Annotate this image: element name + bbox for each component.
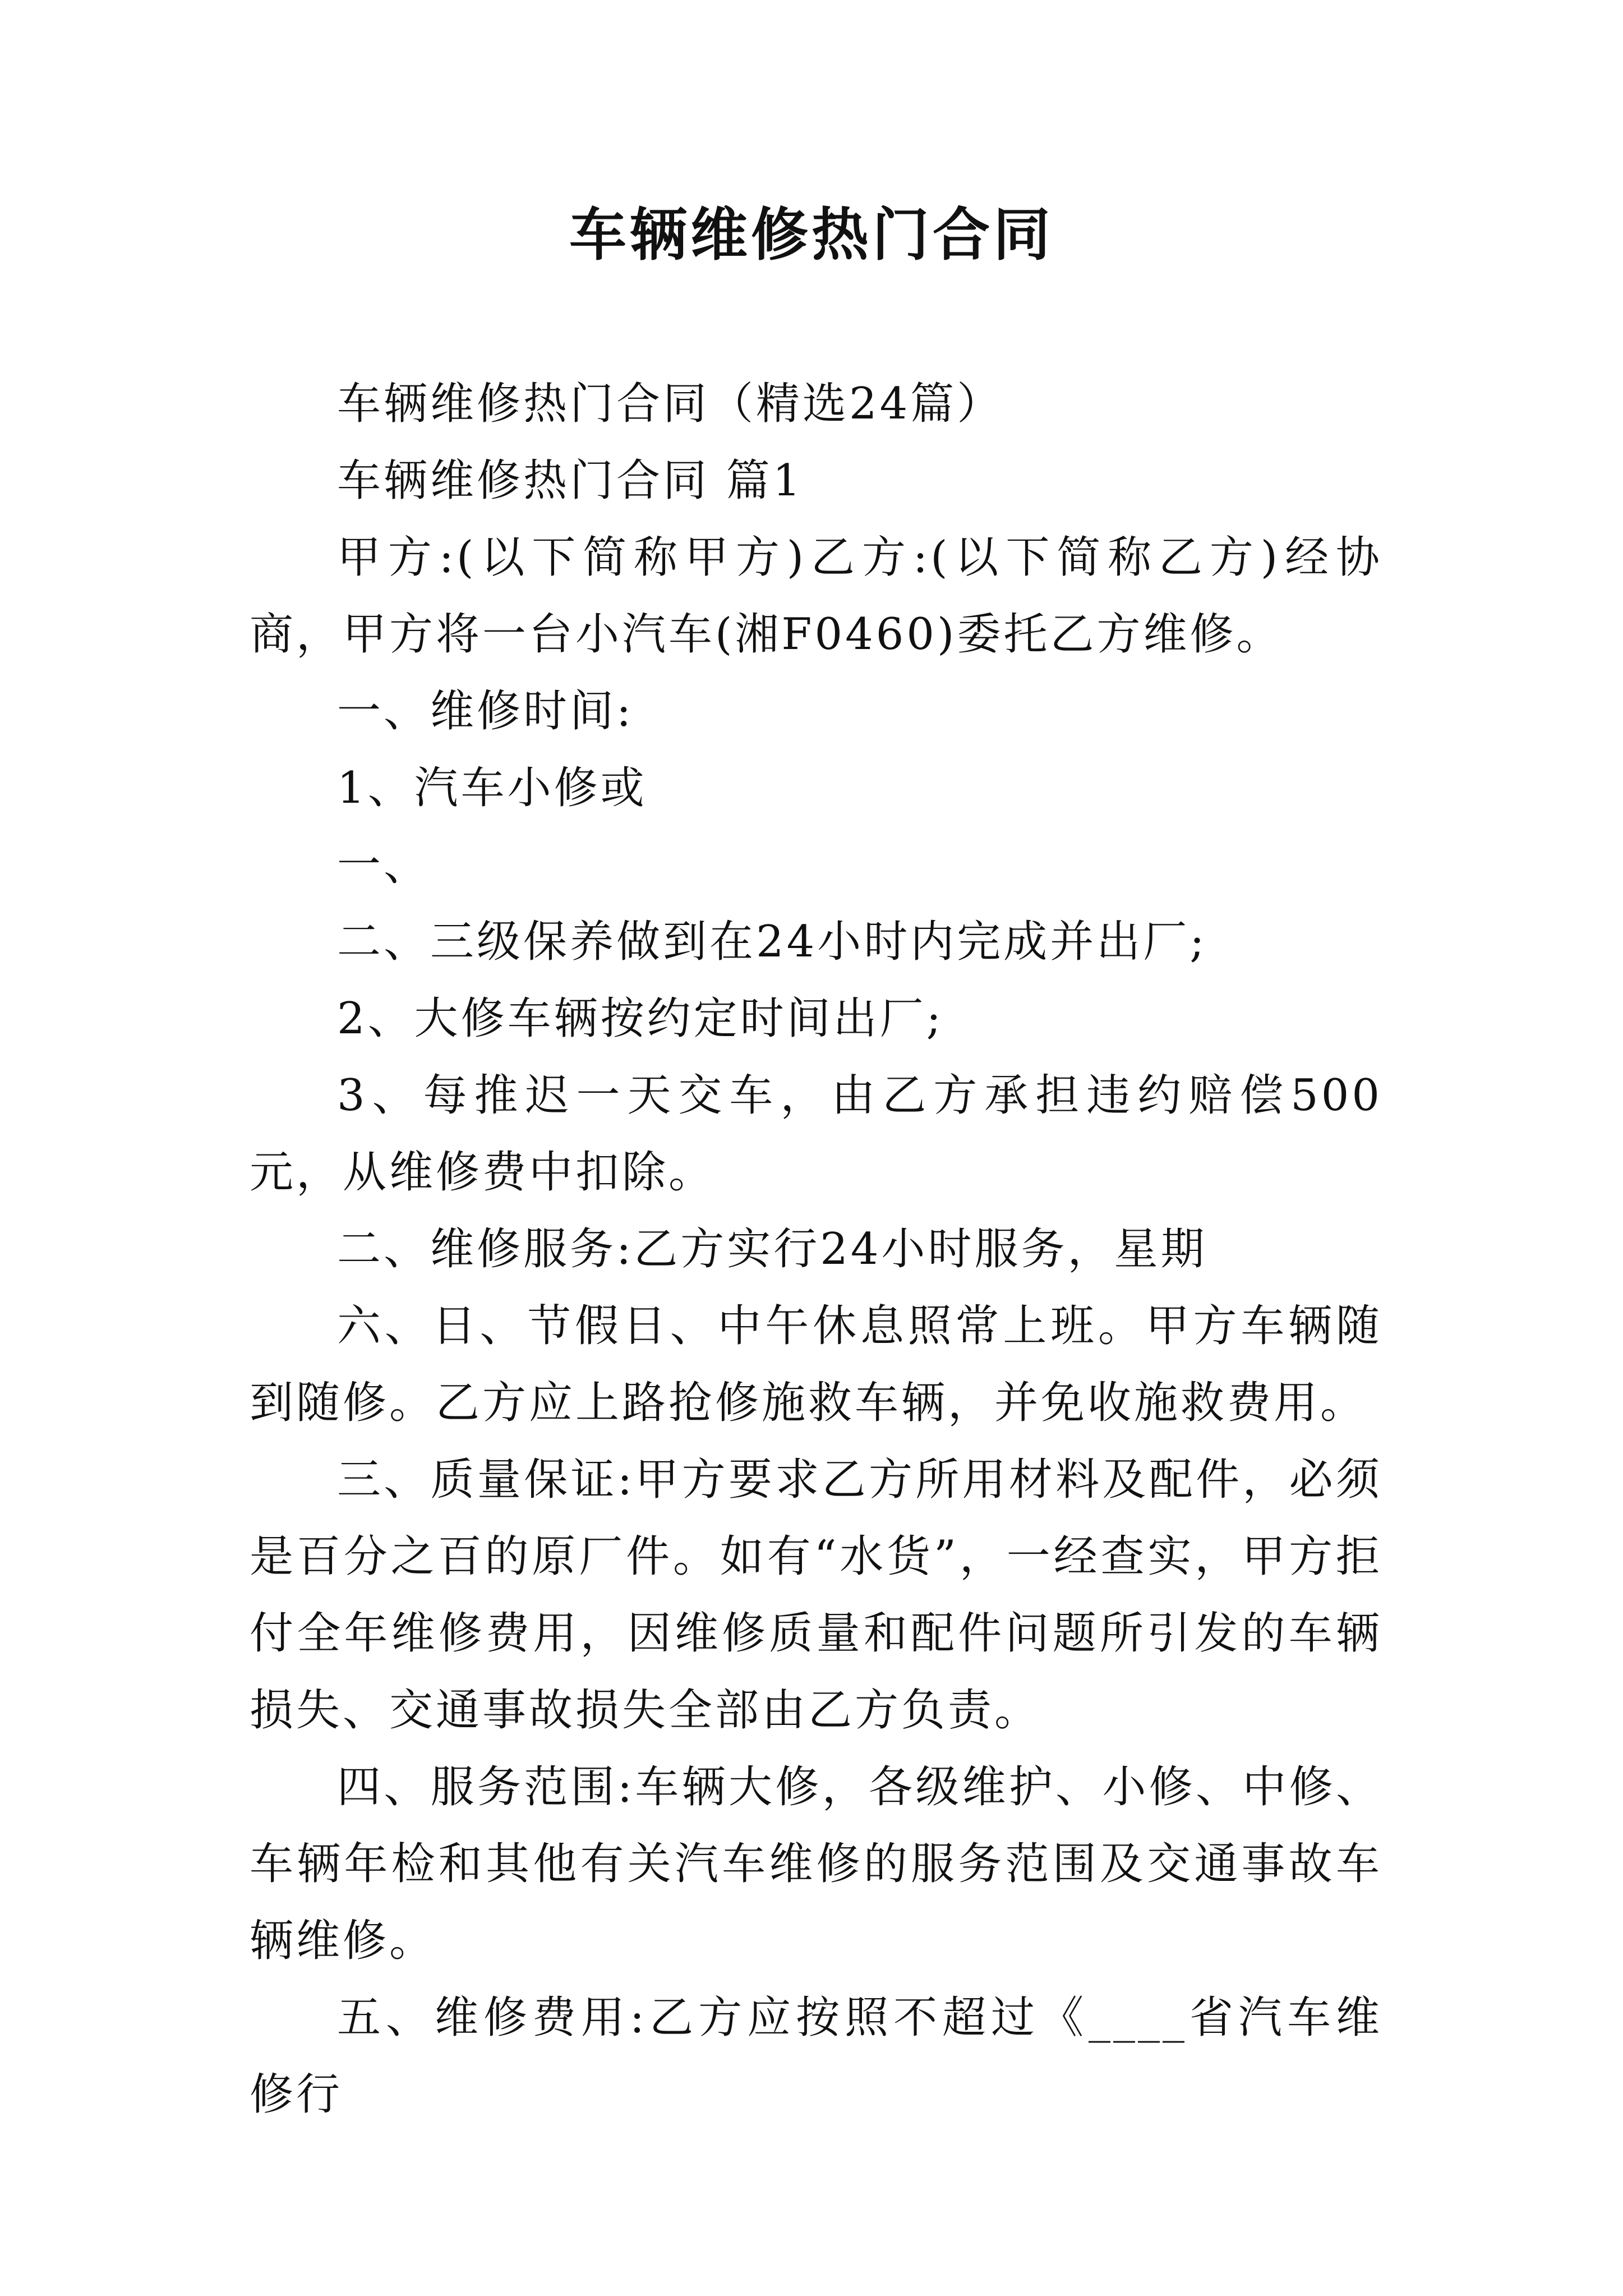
paragraph: 3、每推迟一天交车，由乙方承担违约赔偿500元，从维修费中扣除。 bbox=[250, 1070, 1382, 1198]
paragraph: 车辆维修热门合同（精选24篇） bbox=[337, 379, 1004, 429]
paragraph: 六、日、节假日、中午休息照常上班。甲方车辆随到随修。乙方应上路抢修施救车辆，并免收施救费用。 bbox=[250, 1301, 1382, 1428]
paragraph: 一、 bbox=[337, 840, 431, 890]
paragraph: 2、大修车辆按约定时间出厂; bbox=[337, 993, 944, 1044]
paragraph: 一、维修时间: bbox=[337, 686, 634, 737]
paragraph: 二、三级保养做到在24小时内完成并出厂; bbox=[337, 917, 1207, 967]
paragraph: 二、维修服务:乙方实行24小时服务，星期 bbox=[337, 1224, 1207, 1274]
document-title: 车辆维修热门合同 bbox=[569, 202, 1054, 269]
paragraph: 四、服务范围:车辆大修，各级维护、小修、中修、车辆年检和其他有关汽车维修的服务范围及交通事故车辆维修。 bbox=[250, 1762, 1382, 1966]
paragraph: 甲方:(以下简称甲方)乙方:(以下简称乙方)经协商，甲方将一台小汽车(湘F0460)委托乙方维修。 bbox=[250, 532, 1382, 660]
paragraph: 1、汽车小修或 bbox=[337, 763, 647, 813]
paragraph: 车辆维修热门合同 篇1 bbox=[337, 455, 804, 506]
paragraph: 三、质量保证:甲方要求乙方所用材料及配件，必须是百分之百的原厂件。如有“水货”，一经查实，甲方拒付全年维修费用，因维修质量和配件问题所引发的车辆损失、交通事故损失全部由乙方负责。 bbox=[250, 1455, 1382, 1736]
document-body bbox=[250, 366, 1382, 2133]
paragraph: 五、维修费用:乙方应按照不超过《____省汽车维修行 bbox=[250, 1993, 1382, 2120]
